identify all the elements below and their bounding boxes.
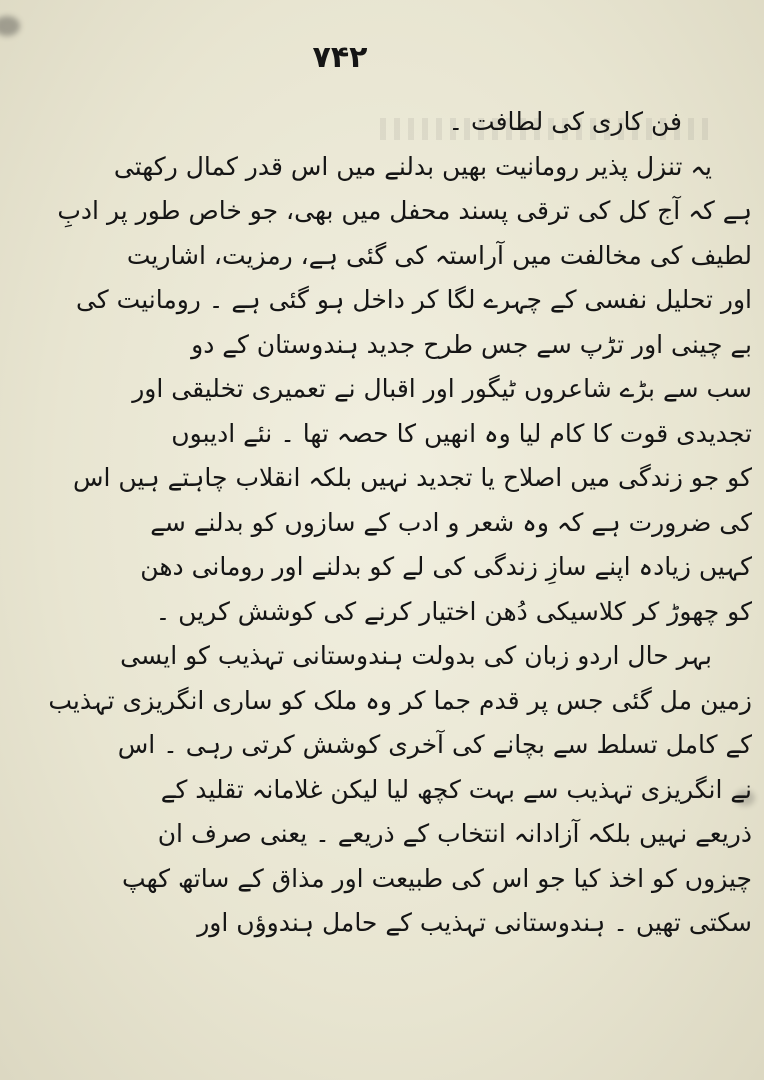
text-line: کو جو زندگی میں اصلاح یا تجدید نہیں بلکہ انقلاب چاہتے ہیں اس bbox=[73, 463, 752, 492]
text-line: لطیف کی مخالفت میں آراستہ کی گئی ہے، رمزیت، اشاریت bbox=[126, 240, 752, 270]
text-line: زمین مل گئی جس پر قدم جما کر وہ ملک کو ساری انگریزی تہذیب bbox=[48, 685, 752, 715]
text-line: کہیں زیادہ اپنے سازِ زندگی کی لے کو بدلنے اور رومانی دھن bbox=[140, 552, 752, 581]
page-number: ۷۴۲ bbox=[312, 40, 368, 75]
text-line: نے انگریزی تہذیب سے بہت کچھ لیا لیکن غلامانہ تقلید کے bbox=[160, 774, 752, 804]
body-text bbox=[32, 100, 752, 946]
text-line: بے چینی اور تڑپ سے جس طرح جدید ہندوستان کے دو bbox=[191, 329, 752, 359]
text-line: ذریعے نہیں بلکہ آزادانہ انتخاب کے ذریعے ۔ یعنی صرف ان bbox=[157, 819, 752, 848]
text-line: سب سے بڑے شاعروں ٹیگور اور اقبال نے تعمیری تخلیقی اور bbox=[132, 374, 752, 403]
text-line: کو چھوڑ کر کلاسیکی دُھن اختیار کرنے کی کوشش کریں ۔ bbox=[155, 596, 752, 626]
text-line: بہر حال اردو زبان کی بدولت ہندوستانی تہذیب کو ایسی bbox=[120, 641, 712, 670]
text-line: فن کاری کی لطافت ۔ bbox=[448, 107, 682, 136]
text-line: کے کامل تسلط سے بچانے کی آخری کوشش کرتی رہی ۔ اس bbox=[117, 730, 752, 759]
text-line: کی ضرورت ہے کہ وہ شعر و ادب کے سازوں کو بدلنے سے bbox=[150, 507, 752, 537]
text-line: چیزوں کو اخذ کیا جو اس کی طبیعت اور مذاق کے ساتھ کھپ bbox=[122, 863, 752, 893]
text-line: یہ تنزل پذیر رومانیت بھیں بدلنے میں اس قدر کمال رکھتی bbox=[113, 151, 712, 181]
text-line: سکتی تھیں ۔ ہندوستانی تہذیب کے حامل ہندوؤں اور bbox=[197, 908, 752, 937]
ink-smudge bbox=[0, 16, 20, 36]
text-line: تجدیدی قوت کا کام لیا وہ انھیں کا حصہ تھا ۔ نئے ادیبوں bbox=[171, 418, 752, 448]
text-line: اور تحلیل نفسی کے چہرے لگا کر داخل ہو گئی ہے ۔ رومانیت کی bbox=[75, 285, 752, 314]
text-line: ہے کہ آج کل کی ترقی پسند محفل میں بھی، جو خاص طور پر ادبِ bbox=[57, 196, 752, 225]
